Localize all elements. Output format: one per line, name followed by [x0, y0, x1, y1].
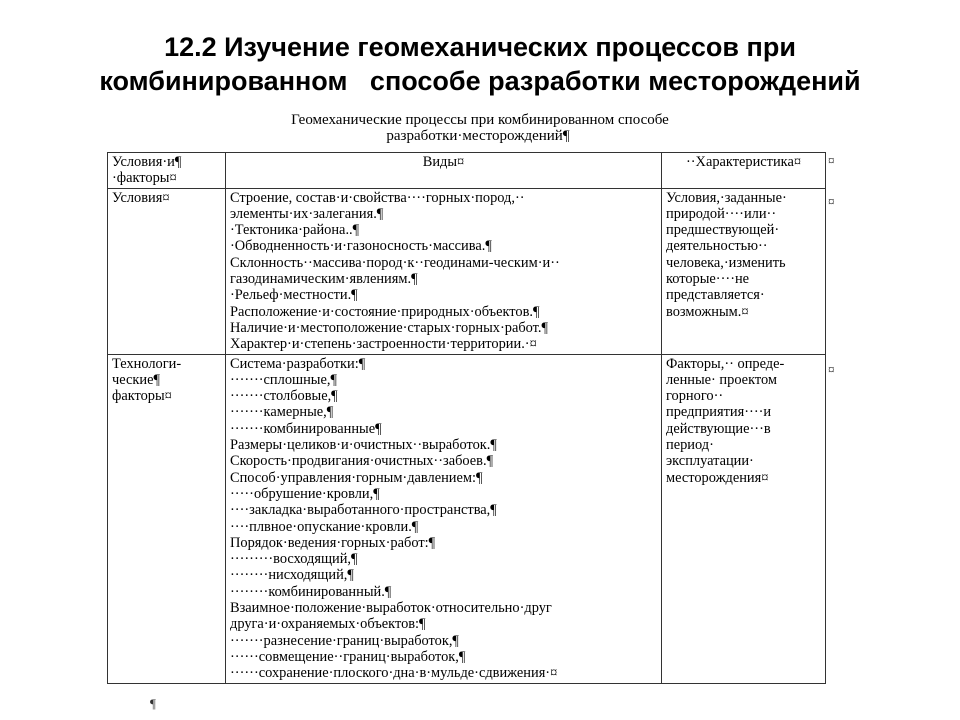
- table-caption-line-1: Геомеханические процессы при комбинированном способе: [291, 112, 669, 128]
- kinds-line: ·······сплошные,¶: [230, 371, 337, 388]
- characteristic-line: человека,·изменить: [666, 254, 786, 271]
- kinds-line: ·······разнесение·границ·выработок,¶: [230, 632, 459, 649]
- table-caption: [0, 112, 960, 144]
- paragraph-mark: ¶: [150, 696, 156, 711]
- header-cell-line: ··Характеристика¤: [685, 154, 802, 170]
- row-end-mark: ¤: [828, 194, 835, 209]
- row-characteristic-cell: [662, 188, 826, 354]
- characteristic-line: которые····не: [666, 271, 750, 288]
- characteristic-line: природой····или··: [666, 205, 777, 222]
- header-cell-line: Условия·и¶: [112, 154, 182, 170]
- kinds-line: Наличие·и·местоположение·старых·горных·работ.¶: [230, 319, 548, 336]
- kinds-line: ·········восходящий,¶: [230, 551, 358, 568]
- header-cell-line: Виды¤: [422, 154, 465, 170]
- table-header-row: [108, 153, 826, 189]
- table-row-technological-factors: [108, 354, 826, 683]
- characteristic-line: представляется·: [666, 287, 765, 304]
- slide-title: [0, 30, 960, 98]
- kinds-line: ·Тектоника·района..¶: [230, 222, 360, 239]
- header-cell-line: ·факторы¤: [112, 170, 177, 187]
- header-characteristic: [662, 153, 826, 189]
- header-conditions-factors: [108, 153, 226, 189]
- kinds-line: Строение, состав·и·свойства····горных·пород,··: [230, 189, 525, 206]
- kinds-line: друга·и·охраняемых·объектов:¶: [230, 616, 426, 633]
- row-kinds-cell: [226, 354, 662, 683]
- characteristic-line: ленные· проектом: [666, 371, 778, 388]
- kinds-line: Взаимное·положение·выработок·относительно·друг: [230, 600, 552, 617]
- kinds-line: ····закладка·выработанного·пространства,¶: [230, 502, 497, 519]
- characteristic-line: горного··: [666, 388, 724, 405]
- row-label-line: ческие¶: [112, 371, 160, 388]
- row-label-line: Условия¤: [112, 189, 170, 206]
- characteristic-line: период·: [666, 437, 714, 454]
- kinds-line: ····плвное·опускание·кровли.¶: [230, 518, 419, 535]
- kinds-line: Склонность··массива·пород·к··геодинами-ческим·и··: [230, 254, 560, 271]
- slide-title-line-1: 12.2 Изучение геомеханических процессов при: [164, 32, 796, 62]
- kinds-line: Размеры·целиков·и·очистных··выработок.¶: [230, 437, 497, 454]
- kinds-line: Система·разработки:¶: [230, 355, 366, 372]
- row-characteristic-cell: [662, 354, 826, 683]
- characteristic-line: эксплуатации·: [666, 453, 754, 470]
- row-end-mark: ¤: [828, 153, 835, 168]
- kinds-line: ·Рельеф·местности.¶: [230, 287, 358, 304]
- row-kinds-cell: [226, 188, 662, 354]
- kinds-line: элементы·их·залегания.¶: [230, 205, 384, 222]
- kinds-line: Порядок·ведения·горных·работ:¶: [230, 534, 436, 551]
- characteristic-line: предприятия····и: [666, 404, 772, 421]
- characteristic-line: деятельностью··: [666, 238, 768, 255]
- row-label-cell: [108, 354, 226, 683]
- kinds-line: ·······камерные,¶: [230, 404, 334, 421]
- kinds-line: ········нисходящий,¶: [230, 567, 354, 584]
- kinds-line: Скорость·продвигания·очистных··забоев.¶: [230, 453, 494, 470]
- kinds-line: ·····обрушение·кровли,¶: [230, 485, 380, 502]
- row-label-line: Технологи-: [112, 355, 182, 372]
- kinds-line: ········комбинированный.¶: [230, 583, 392, 600]
- kinds-line: ······сохранение·плоского·дна·в·мульде·сдвижения·¤: [230, 665, 558, 682]
- characteristic-line: возможным.¤: [666, 303, 749, 320]
- characteristic-line: Условия,·заданные·: [666, 189, 787, 206]
- characteristic-line: предшествующей·: [666, 222, 780, 239]
- header-kinds: [226, 153, 662, 189]
- kinds-line: ······совмещение··границ·выработок,¶: [230, 648, 466, 665]
- table-caption-line-2: разработки·месторождений¶: [386, 128, 570, 144]
- slide-title-line-2: комбинированном способе разработки месторождений: [99, 66, 861, 96]
- geomechanics-table: [107, 152, 826, 684]
- row-label-line: факторы¤: [112, 388, 172, 405]
- kinds-line: ·······столбовые,¶: [230, 388, 338, 405]
- kinds-line: ·Обводненность·и·газоносность·массива.¶: [230, 238, 492, 255]
- row-label-cell: [108, 188, 226, 354]
- kinds-line: Способ·управления·горным·давлением:¶: [230, 469, 483, 486]
- row-end-mark: ¤: [828, 362, 835, 377]
- characteristic-line: Факторы,·· опреде-: [666, 355, 785, 372]
- characteristic-line: действующие···в: [666, 420, 771, 437]
- kinds-line: Расположение·и·состояние·природных·объектов.¶: [230, 303, 540, 320]
- table-row-conditions: [108, 188, 826, 354]
- kinds-line: газодинамическим·явлениям.¶: [230, 271, 418, 288]
- kinds-line: ·······комбинированные¶: [230, 420, 382, 437]
- characteristic-line: месторождения¤: [666, 469, 769, 486]
- kinds-line: Характер·и·степень·застроенности·территории.·¤: [230, 336, 537, 353]
